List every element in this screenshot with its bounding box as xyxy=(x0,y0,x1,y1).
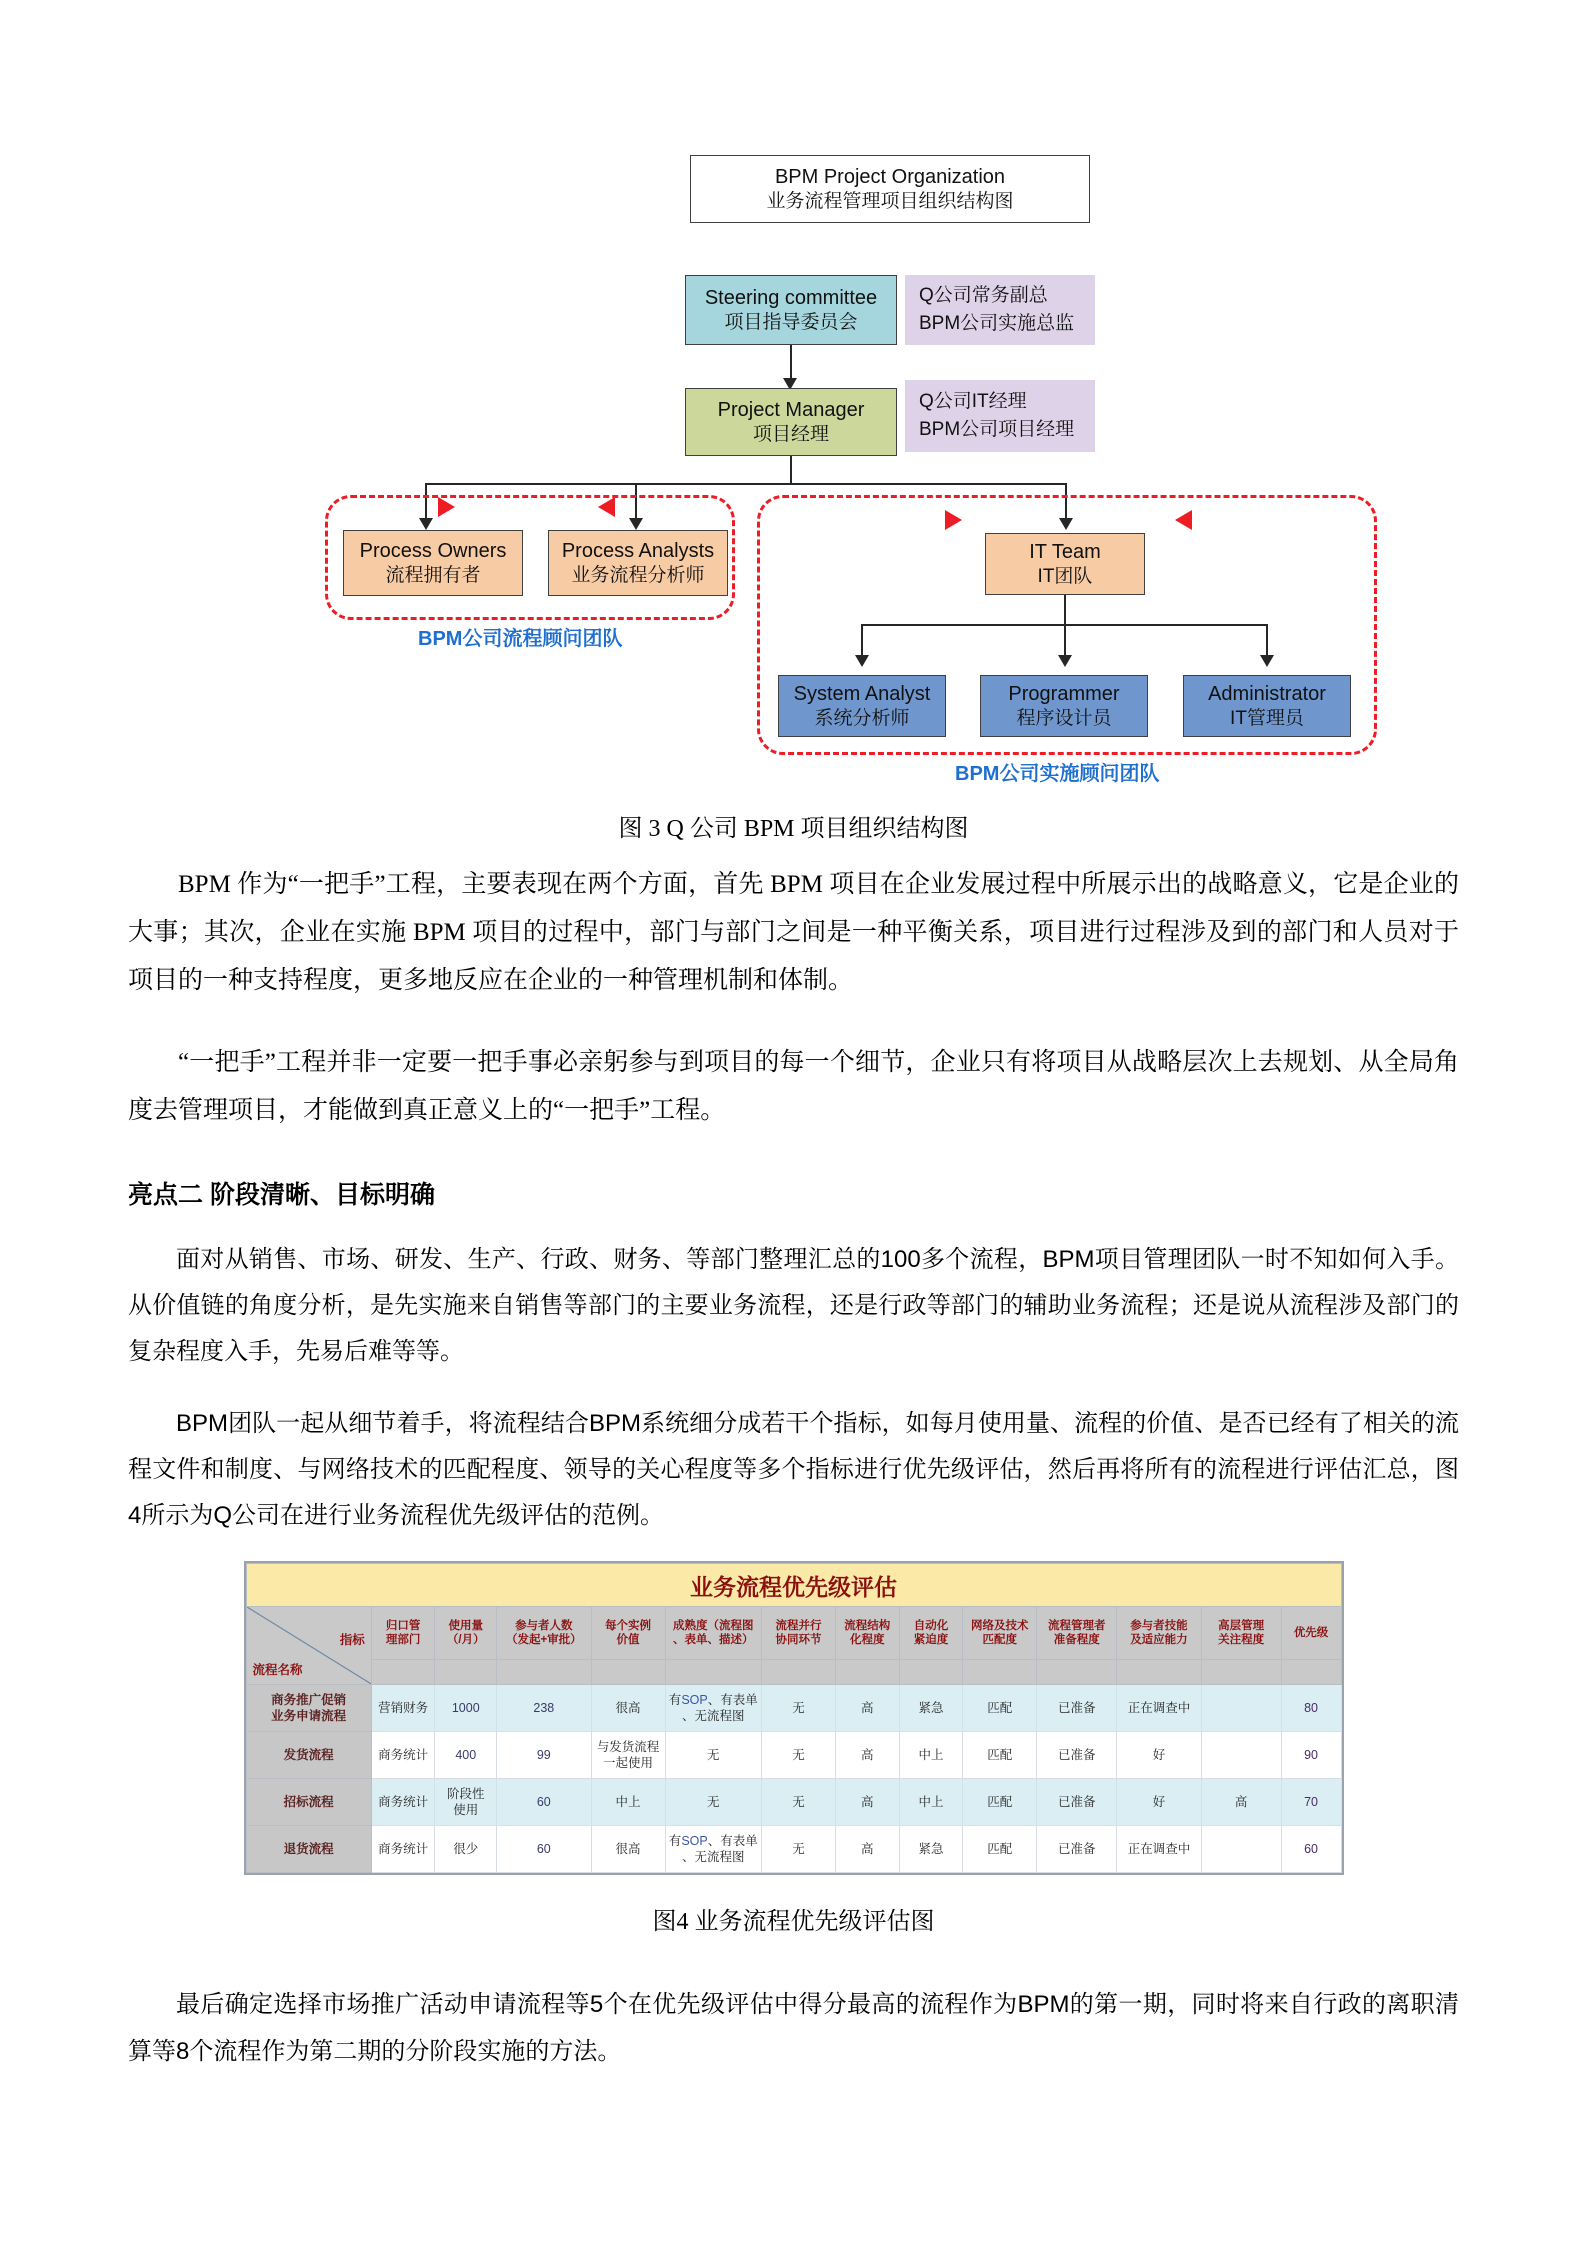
table-cell: 有SOP、有表单 、无流程图 xyxy=(665,1685,762,1732)
cell-priority-score: 60 xyxy=(1281,1826,1341,1873)
table-cell: 很少 xyxy=(435,1826,497,1873)
corner-metric-label: 指标 xyxy=(339,1633,365,1648)
steering-note-line1: Q公司常务副总 xyxy=(919,285,1048,307)
table-cell: 商务统计 xyxy=(371,1779,435,1826)
table-cell: 1000 xyxy=(435,1685,497,1732)
connector-pm-trunk xyxy=(790,456,792,484)
paragraph-3: 面对从销售、市场、研发、生产、行政、财务、等部门整理汇总的100多个流程，BPM项目管理团队一时不知如何入手。从价值链的角度分析，是先实施来自销售等部门的主要业务流程，还是行政等部门的辅助业务流程；还是说从流程涉及部门的复杂程度入手，先易后难等等。 xyxy=(128,1246,1459,1366)
col-header-12: 优先级 xyxy=(1281,1607,1341,1660)
cell-priority-score: 80 xyxy=(1281,1685,1341,1732)
org-node-process-analysts xyxy=(548,530,728,596)
col-header-2: 参与者人数 （发起+审批） xyxy=(497,1607,591,1660)
red-arrow-into-implementation xyxy=(945,510,962,530)
table-cell: 已准备 xyxy=(1037,1685,1117,1732)
table-cell xyxy=(1201,1826,1281,1873)
process-owners-cn: 流程拥有者 xyxy=(385,564,481,586)
steering-label-en: Steering committee xyxy=(704,286,878,309)
red-arrow-into-consulting xyxy=(438,497,455,517)
table-cell: 紧急 xyxy=(899,1685,963,1732)
steering-label-cn: 项目指导委员会 xyxy=(724,311,858,333)
table-cell: 无 xyxy=(762,1779,836,1826)
table-cell xyxy=(1201,1732,1281,1779)
system-analyst-en: System Analyst xyxy=(793,682,931,705)
org-node-administrator xyxy=(1183,675,1351,737)
process-analysts-cn: 业务流程分析师 xyxy=(571,564,705,586)
table-subheader-spacer xyxy=(246,1660,1341,1685)
table-cell: 匹配 xyxy=(963,1732,1037,1779)
col-header-11: 高层管理 关注程度 xyxy=(1201,1607,1281,1660)
figure3-caption: 图 3 Q 公司 BPM 项目组织结构图 xyxy=(618,816,969,842)
table-cell: 已准备 xyxy=(1037,1779,1117,1826)
table-cell xyxy=(1201,1685,1281,1732)
table-cell: 238 xyxy=(497,1685,591,1732)
org-node-title-cn: 业务流程管理项目组织结构图 xyxy=(766,190,1014,212)
org-note-steering xyxy=(905,275,1095,345)
table-cell: 无 xyxy=(665,1779,762,1826)
table-cell: 匹配 xyxy=(963,1779,1037,1826)
table-cell: 阶段性 使用 xyxy=(435,1779,497,1826)
system-analyst-cn: 系统分析师 xyxy=(814,707,910,729)
col-header-1: 使用量 （/月） xyxy=(435,1607,497,1660)
row-process-name: 发货流程 xyxy=(246,1732,371,1779)
table-cell: 有SOP、有表单 、无流程图 xyxy=(665,1826,762,1873)
arrow-programmer xyxy=(1058,655,1072,667)
table-cell: 已准备 xyxy=(1037,1732,1117,1779)
table-cell: 高 xyxy=(835,1826,899,1873)
label-consulting-team: BPM公司流程顾问团队 xyxy=(418,628,623,650)
org-node-steering-committee xyxy=(685,275,897,345)
table-cell: 60 xyxy=(497,1779,591,1826)
administrator-cn: IT管理员 xyxy=(1230,707,1304,729)
col-header-7: 自动化 紧迫度 xyxy=(899,1607,963,1660)
table-cell: 无 xyxy=(762,1826,836,1873)
table-cell: 紧急 xyxy=(899,1826,963,1873)
corner-process-label: 流程名称 xyxy=(252,1662,303,1677)
table-cell: 已准备 xyxy=(1037,1826,1117,1873)
table-cell: 高 xyxy=(835,1779,899,1826)
table-corner-cell xyxy=(246,1607,371,1685)
pm-note-line2: BPM公司项目经理 xyxy=(919,419,1075,440)
table-cell: 无 xyxy=(665,1732,762,1779)
administrator-en: Administrator xyxy=(1208,682,1326,705)
table-body xyxy=(246,1685,1341,1873)
table-cell: 99 xyxy=(497,1732,591,1779)
table-cell: 匹配 xyxy=(963,1685,1037,1732)
red-arrow-out-consulting xyxy=(598,497,615,517)
paragraph-2: “一把手”工程并非一定要一把手事必亲躬参与到项目的每一个细节，企业只有将项目从战略层次上去规划、从全局角度去管理项目，才能做到真正意义上的“一把手”工程。 xyxy=(128,1049,1459,1124)
table-row xyxy=(246,1826,1341,1873)
row-process-name: 商务推广促销 业务申请流程 xyxy=(246,1685,371,1732)
table-cell: 商务统计 xyxy=(371,1826,435,1873)
table-header-row xyxy=(246,1607,1341,1660)
org-node-project-manager xyxy=(685,388,897,456)
col-header-4: 成熟度（流程图 、表单、描述） xyxy=(665,1607,762,1660)
document-body-tail xyxy=(0,1982,1587,2074)
paragraph-4: BPM团队一起从细节着手，将流程结合BPM系统细分成若干个指标，如每月使用量、流程的价值、是否已经有了相关的流程文件和制度、与网络技术的匹配程度、领导的关心程度等多个指标进行优先级评估，然后再将所有的流程进行评估汇总，图4所示为Q公司在进行业务流程优先级评估的范例。 xyxy=(128,1410,1459,1530)
pm-label-en: Project Manager xyxy=(717,398,865,421)
connector-bus-level3 xyxy=(426,483,1066,485)
arrow-administrator xyxy=(1260,655,1274,667)
table-row xyxy=(246,1732,1341,1779)
cell-priority-score: 70 xyxy=(1281,1779,1341,1826)
org-note-project-manager xyxy=(905,380,1095,452)
document-body xyxy=(0,861,1587,1539)
cell-priority-score: 90 xyxy=(1281,1732,1341,1779)
it-team-cn: IT团队 xyxy=(1037,565,1093,587)
table-cell: 正在调查中 xyxy=(1117,1826,1201,1873)
figure4-caption: 图4 业务流程优先级评估图 xyxy=(652,1909,935,1936)
table-cell: 匹配 xyxy=(963,1826,1037,1873)
table-cell: 好 xyxy=(1117,1732,1201,1779)
table-cell: 400 xyxy=(435,1732,497,1779)
table-row xyxy=(246,1779,1341,1826)
table-cell: 与发货流程 一起使用 xyxy=(591,1732,665,1779)
programmer-cn: 程序设计员 xyxy=(1016,707,1112,729)
table-cell: 60 xyxy=(497,1826,591,1873)
org-node-title xyxy=(690,155,1090,223)
programmer-en: Programmer xyxy=(1008,682,1120,705)
table-cell: 高 xyxy=(835,1685,899,1732)
table-cell: 营销财务 xyxy=(371,1685,435,1732)
col-header-9: 流程管理者 准备程度 xyxy=(1037,1607,1117,1660)
col-header-5: 流程并行 协同环节 xyxy=(762,1607,836,1660)
col-header-10: 参与者技能 及适应能力 xyxy=(1117,1607,1201,1660)
red-arrow-out-implementation xyxy=(1175,510,1192,530)
table-cell: 很高 xyxy=(591,1685,665,1732)
org-node-process-owners xyxy=(343,530,523,596)
table-cell: 好 xyxy=(1117,1779,1201,1826)
table-cell: 高 xyxy=(1201,1779,1281,1826)
org-node-title-en: BPM Project Organization xyxy=(774,165,1006,188)
col-header-8: 网络及技术 匹配度 xyxy=(963,1607,1037,1660)
table-row xyxy=(246,1685,1341,1732)
it-team-en: IT Team xyxy=(1029,540,1101,563)
table-cell: 正在调查中 xyxy=(1117,1685,1201,1732)
org-node-programmer xyxy=(980,675,1148,737)
table-cell: 中上 xyxy=(899,1779,963,1826)
col-header-0: 归口管 理部门 xyxy=(371,1607,435,1660)
arrow-system-analyst xyxy=(855,655,869,667)
col-header-6: 流程结构 化程度 xyxy=(835,1607,899,1660)
table-title: 业务流程优先级评估 xyxy=(246,1564,1341,1607)
table-title-row xyxy=(246,1564,1341,1607)
org-chart-figure xyxy=(0,0,1587,785)
table-cell: 高 xyxy=(835,1732,899,1779)
table-cell: 无 xyxy=(762,1732,836,1779)
table-cell: 中上 xyxy=(899,1732,963,1779)
row-process-name: 退货流程 xyxy=(246,1826,371,1873)
pm-note-line1: Q公司IT经理 xyxy=(919,391,1027,413)
label-implementation-team: BPM公司实施顾问团队 xyxy=(955,763,1160,785)
table-cell: 无 xyxy=(762,1685,836,1732)
process-analysts-en: Process Analysts xyxy=(561,539,715,562)
org-node-system-analyst xyxy=(778,675,946,737)
paragraph-5: 最后确定选择市场推广活动申请流程等5个在优先级评估中得分最高的流程作为BPM的第一期，同时将来自行政的离职清算等8个流程作为第二期的分阶段实施的方法。 xyxy=(128,1991,1459,2065)
pm-label-cn: 项目经理 xyxy=(752,423,829,445)
table-cell: 中上 xyxy=(591,1779,665,1826)
org-node-it-team xyxy=(985,533,1145,595)
col-header-3: 每个实例 价值 xyxy=(591,1607,665,1660)
process-owners-en: Process Owners xyxy=(359,539,507,562)
paragraph-1: BPM 作为“一把手”工程，主要表现在两个方面，首先 BPM 项目在企业发展过程中所展示出的战略意义，它是企业的大事；其次，企业在实施 BPM 项目的过程中，部门与部门之间是一种平衡关系，项目进行过程涉及到的部门和人员对于项目的一种支持程度，更多地反应在企业的一种管理机制和体制。 xyxy=(128,871,1459,994)
table-cell: 商务统计 xyxy=(371,1732,435,1779)
priority-evaluation-table xyxy=(244,1561,1344,1875)
table-cell: 很高 xyxy=(591,1826,665,1873)
row-process-name: 招标流程 xyxy=(246,1779,371,1826)
section-heading-2: 亮点二 阶段清晰、目标明确 xyxy=(128,1181,435,1209)
connector-itteam-trunk xyxy=(1064,595,1066,625)
steering-note-line2: BPM公司实施总监 xyxy=(919,313,1075,334)
